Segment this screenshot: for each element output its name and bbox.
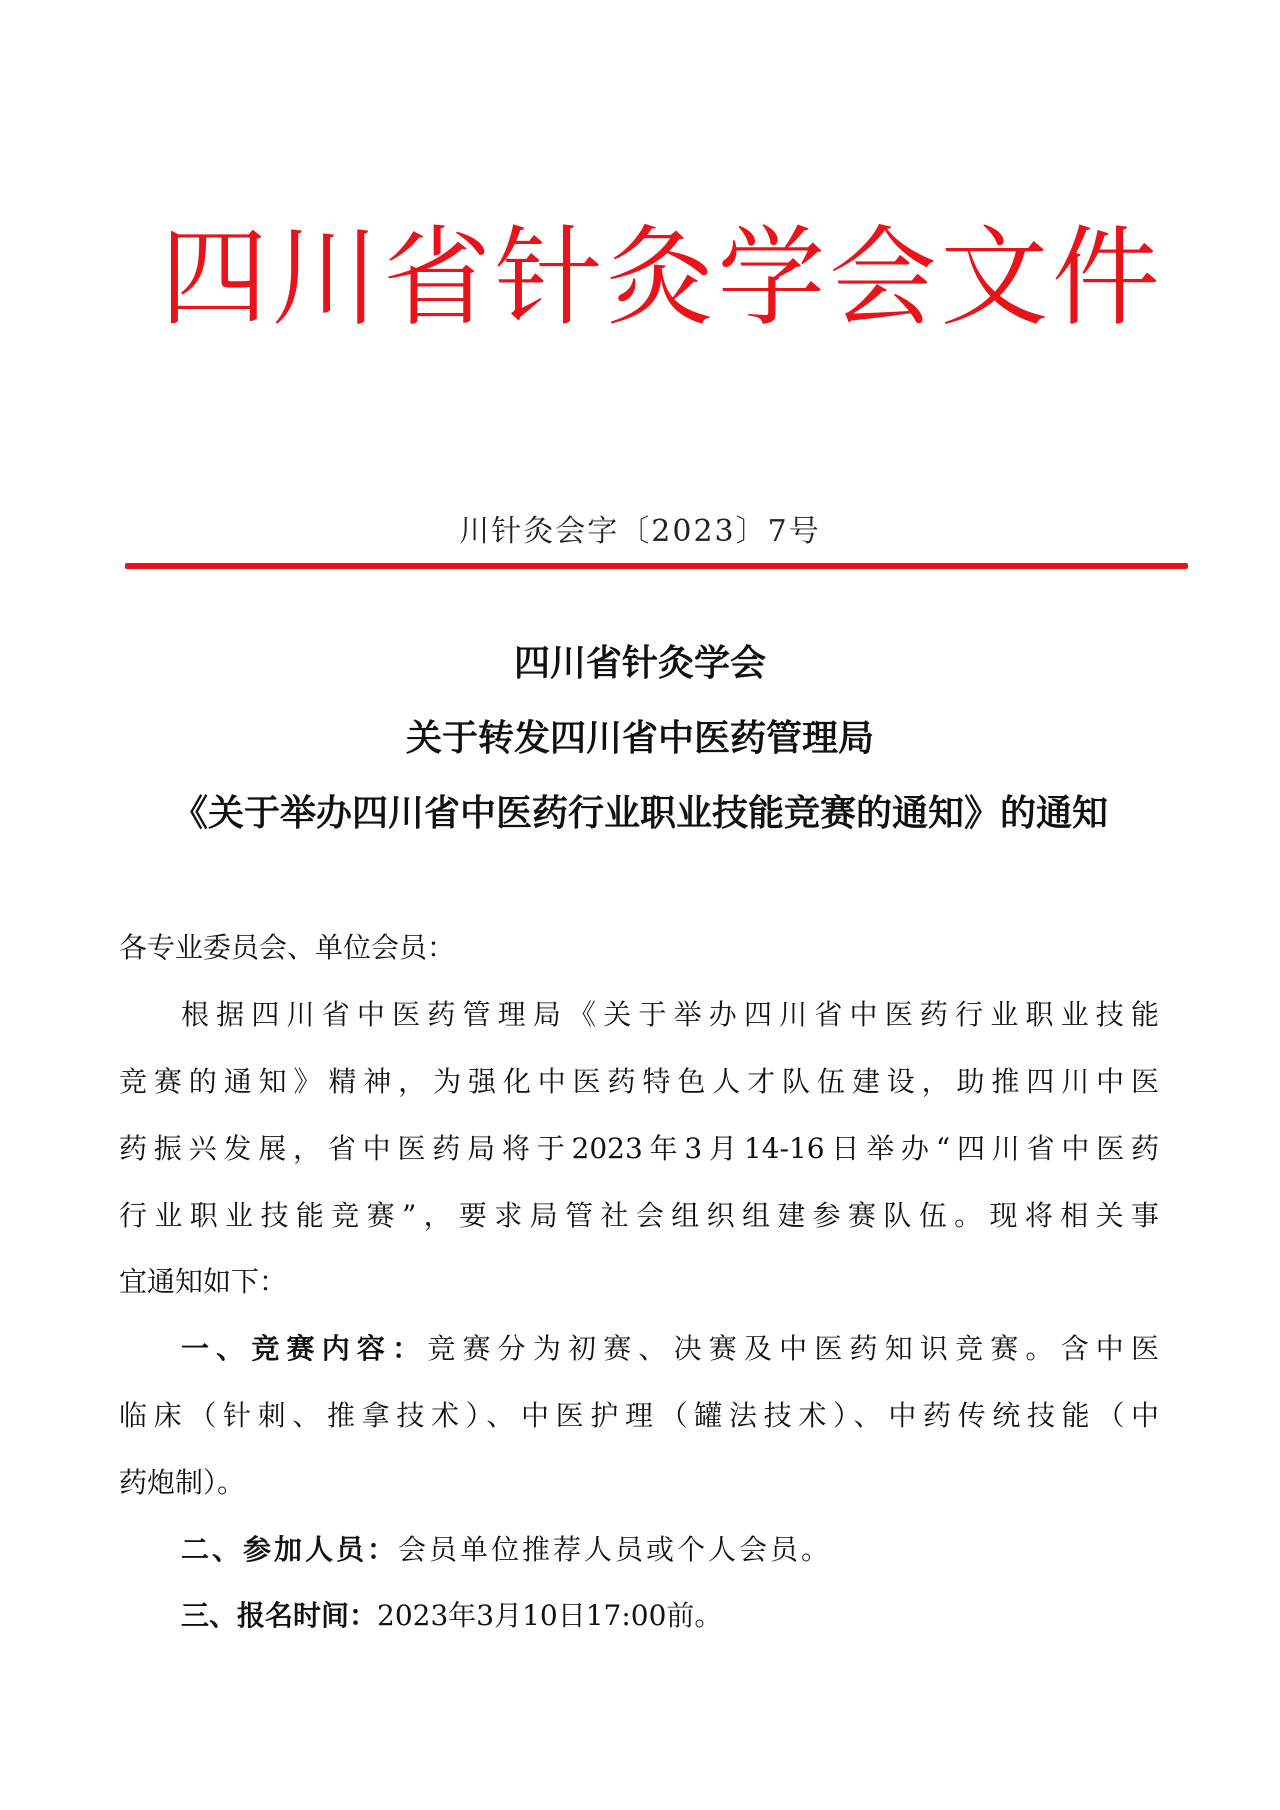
- section-1-label: 一、竞赛内容：: [181, 1332, 428, 1365]
- para-line: 根据四川省中医药管理局《关于举办四川省中医药行业职业技能: [181, 998, 1159, 1031]
- letterhead-char: 文: [940, 216, 1049, 341]
- letterhead-char: 灸: [605, 216, 714, 341]
- para-line: 药振兴发展，省中医药局将于2023年3月14-16日举办“四川省中医药: [119, 1132, 1159, 1165]
- letterhead-char: 学: [717, 216, 826, 341]
- letterhead-char: 件: [1051, 216, 1160, 341]
- title-line-3: 《关于举办四川省中医药行业职业技能竞赛的通知》的通知: [171, 793, 1108, 834]
- section-3-line: [119, 1596, 1159, 1636]
- section-1-line: 临床（针刺、推拿技术）、中医护理（罐法技术）、中药传统技能（中: [119, 1399, 1159, 1432]
- section-2-label: 二、参加人员：: [181, 1533, 399, 1566]
- section-1-line: 药炮制）。: [119, 1466, 246, 1499]
- para-line: 宜通知如下：: [119, 1265, 288, 1298]
- section-2-text: 会员单位推荐人员或个人会员。: [398, 1533, 833, 1566]
- red-divider: [125, 563, 1188, 569]
- section-2-line: [119, 1530, 1159, 1570]
- org-letterhead-title: [160, 196, 1160, 361]
- section-3-label: 三、报名时间：: [181, 1599, 378, 1632]
- letterhead-char: 四: [160, 216, 269, 341]
- document-number: 川针灸会字〔2023〕7号: [459, 514, 821, 549]
- salutation: 各专业委员会、单位会员：: [119, 931, 456, 964]
- letterhead-char: 会: [828, 216, 937, 341]
- title-line-1: 四川省针灸学会: [513, 643, 766, 684]
- para-line: 行业职业技能竞赛”，要求局管社会组织组建参赛队伍。现将相关事: [119, 1199, 1159, 1232]
- letterhead-char: 省: [382, 216, 491, 341]
- para-line: 竞赛的通知》精神，为强化中医药特色人才队伍建设，助推四川中医: [119, 1065, 1159, 1098]
- letterhead-char: 针: [494, 216, 603, 341]
- section-1-text: 竞赛分为初赛、决赛及中医药知识竞赛。含中医: [427, 1332, 1159, 1365]
- title-line-2: 关于转发四川省中医药管理局: [405, 718, 874, 759]
- section-1-line: [119, 1329, 1159, 1369]
- section-3-text: 2023年3月10日17:00前。: [377, 1599, 723, 1632]
- letterhead-char: 川: [271, 216, 380, 341]
